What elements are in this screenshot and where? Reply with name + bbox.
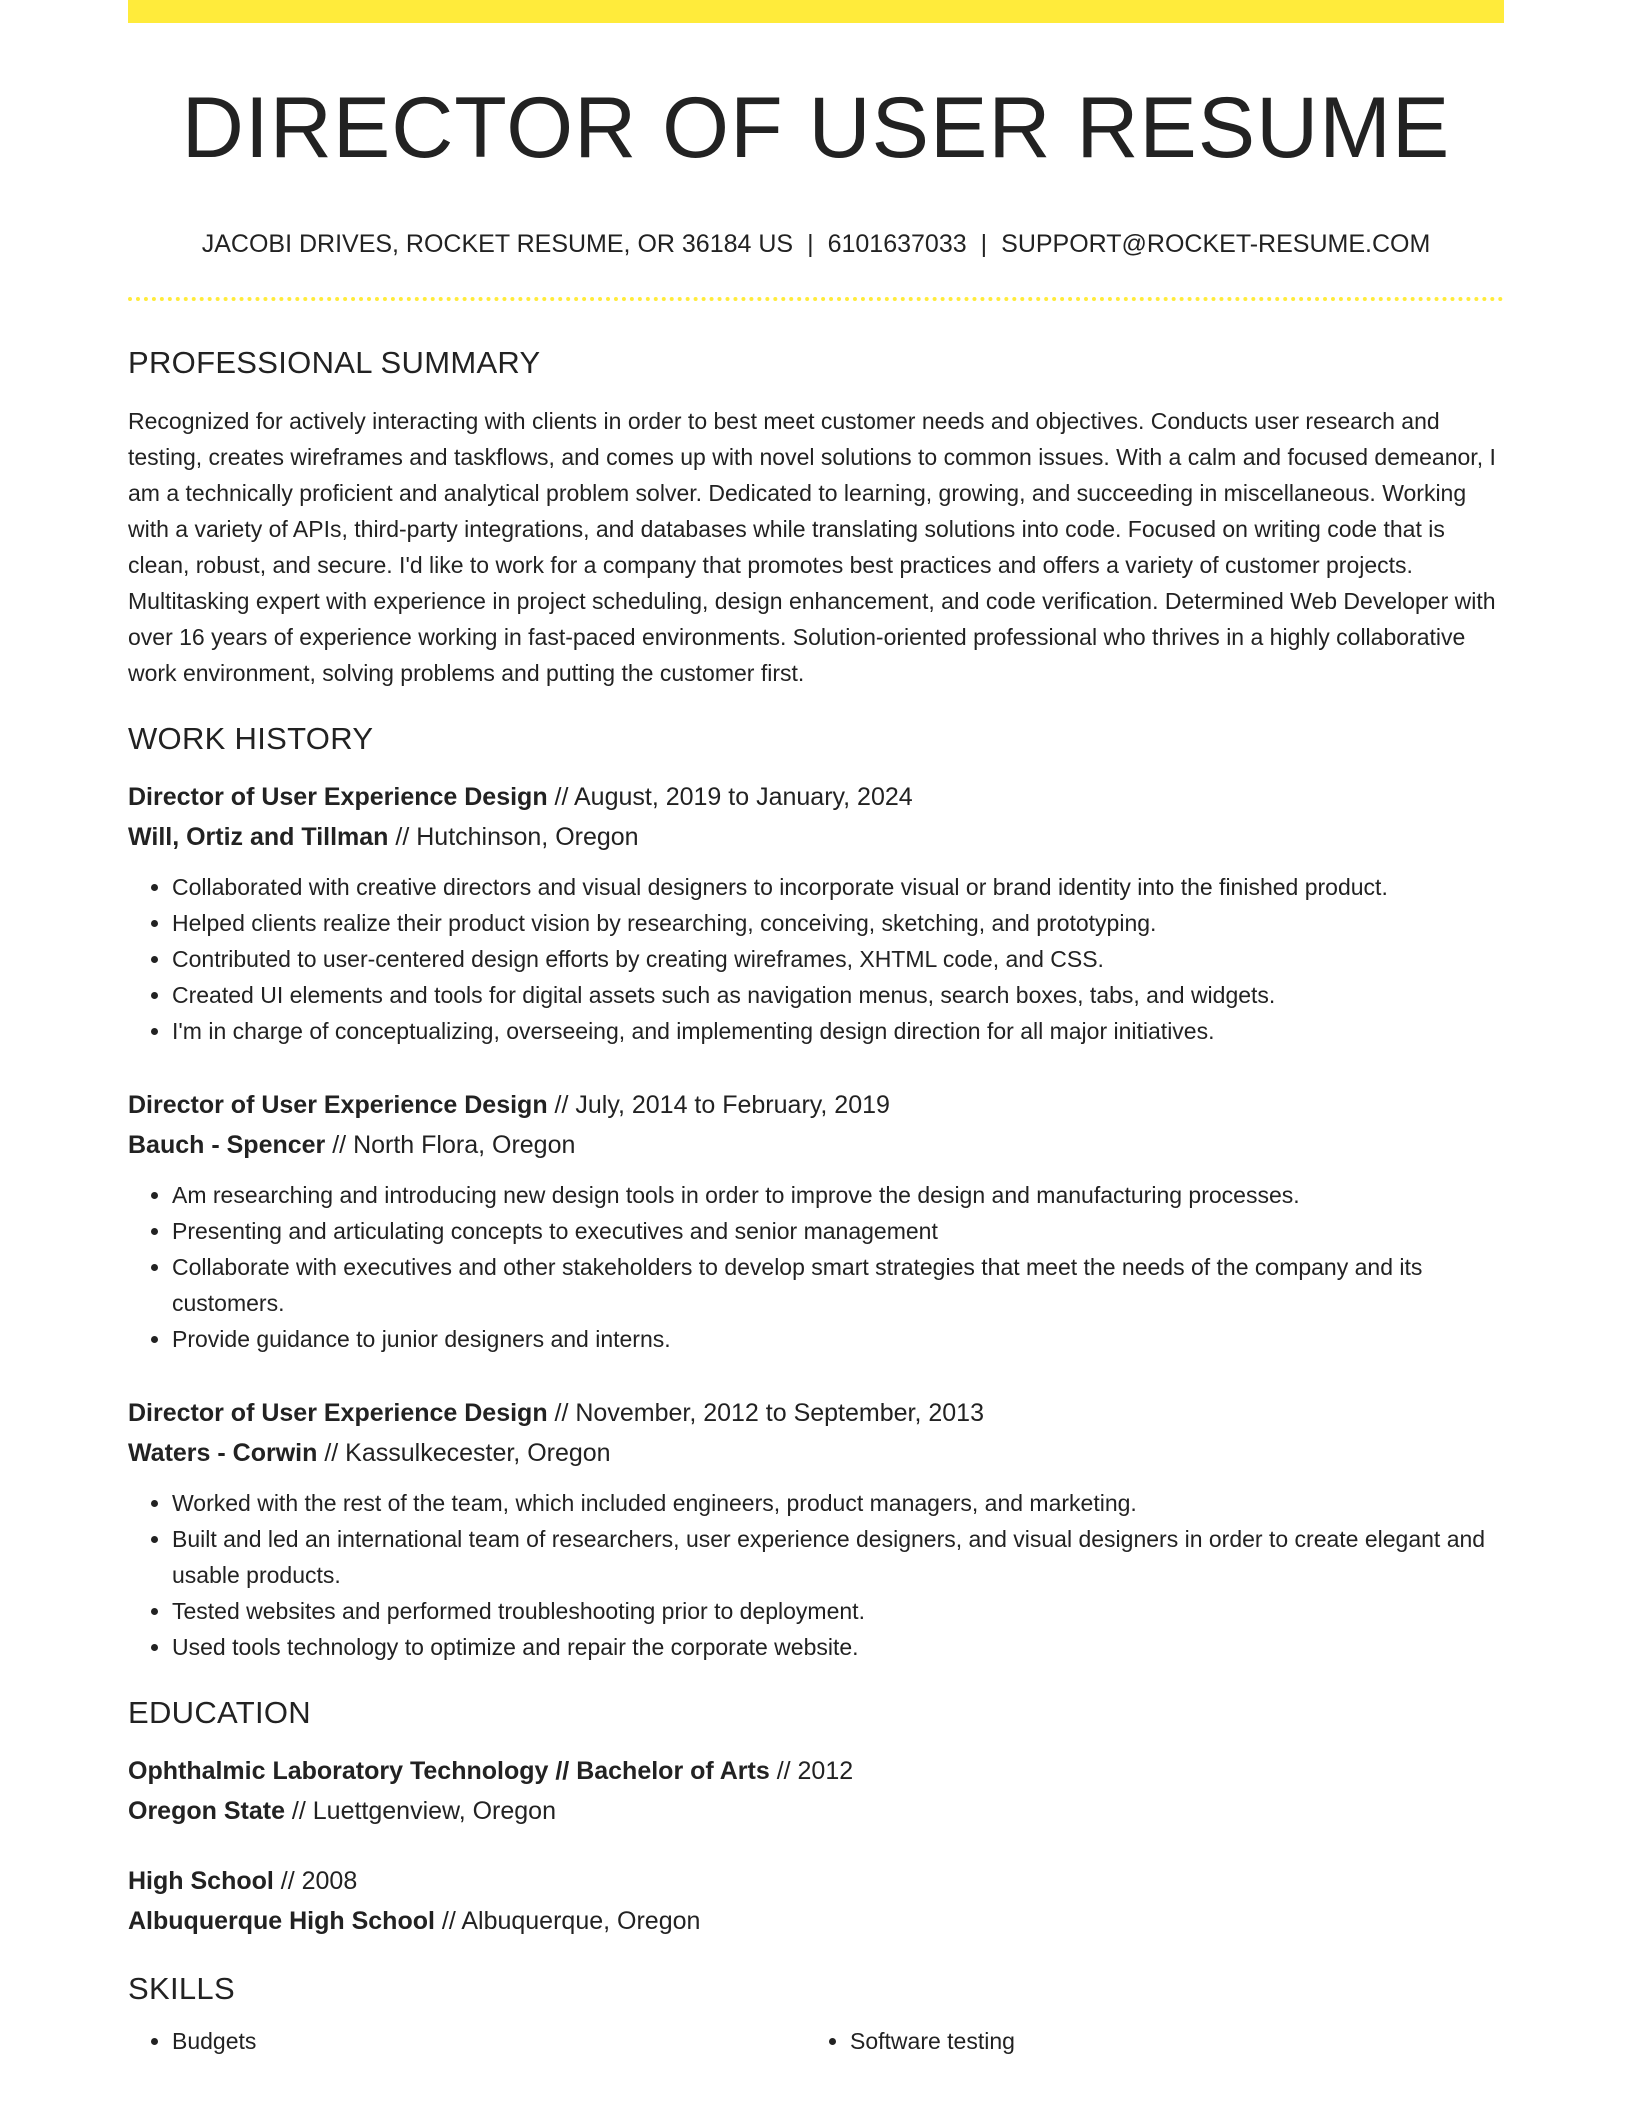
job-dates: // July, 2014 to February, 2019 — [547, 1091, 890, 1119]
summary-heading: PROFESSIONAL SUMMARY — [128, 345, 541, 380]
job-company: Will, Ortiz and Tillman — [128, 823, 389, 851]
job-bullets — [128, 1485, 1504, 1665]
education-year: // 2008 — [273, 1867, 358, 1895]
job-bullet: • Provide guidance to junior designers and interns. — [172, 1321, 1504, 1357]
job-entry — [128, 1393, 1504, 1665]
job-company: Waters - Corwin — [128, 1439, 318, 1467]
job-bullet: • I'm in charge of conceptualizing, overseeing, and implementing design direction for all major initiatives. — [172, 1013, 1504, 1049]
skill-item: • Budgets — [172, 2023, 806, 2059]
job-bullet: • Collaborate with executives and other stakeholders to develop smart strategies that meet the needs of the company and its customers. — [172, 1249, 1504, 1321]
job-entry — [128, 777, 1504, 1049]
education-school-line — [128, 1901, 1504, 1941]
dotted-divider — [128, 297, 1504, 301]
job-location: // North Flora, Oregon — [325, 1131, 576, 1159]
job-role: Director of User Experience Design — [128, 1399, 548, 1427]
skills-heading: SKILLS — [128, 1971, 235, 2006]
contact-separator: | — [807, 230, 814, 258]
education-degree-line — [128, 1861, 1504, 1901]
education-location: // Albuquerque, Oregon — [434, 1907, 701, 1935]
education-degree: High School — [128, 1867, 274, 1895]
work-history-heading: WORK HISTORY — [128, 721, 374, 756]
education-heading: EDUCATION — [128, 1695, 311, 1730]
job-location: // Hutchinson, Oregon — [388, 823, 639, 851]
job-bullets — [128, 1177, 1504, 1357]
job-role: Director of User Experience Design — [128, 783, 548, 811]
education-school: Albuquerque High School — [128, 1907, 435, 1935]
education-school: Oregon State — [128, 1797, 285, 1825]
job-role-line — [128, 1393, 1504, 1433]
contact-line — [128, 229, 1504, 259]
job-dates: // November, 2012 to September, 2013 — [547, 1399, 984, 1427]
skills-column-left — [128, 2023, 806, 2059]
contact-email: SUPPORT@ROCKET-RESUME.COM — [1001, 230, 1431, 258]
education-degree-line — [128, 1751, 1504, 1791]
job-role-line — [128, 1085, 1504, 1125]
job-bullet: • Collaborated with creative directors and visual designers to incorporate visual or brand identity into the finished product. — [172, 869, 1504, 905]
top-accent-bar — [128, 0, 1504, 23]
contact-address: JACOBI DRIVES, ROCKET RESUME, OR 36184 US — [201, 230, 794, 258]
job-bullet: • Created UI elements and tools for digital assets such as navigation menus, search boxes, tabs, and widgets. — [172, 977, 1504, 1013]
resume-title: DIRECTOR OF USER RESUME — [181, 80, 1451, 176]
skills-column-right — [806, 2023, 1484, 2059]
job-bullet: • Contributed to user-centered design efforts by creating wireframes, XHTML code, and CSS. — [172, 941, 1504, 977]
job-company-line — [128, 1125, 1504, 1165]
job-bullet: • Used tools technology to optimize and repair the corporate website. — [172, 1629, 1504, 1665]
job-company: Bauch - Spencer — [128, 1131, 326, 1159]
summary-text: Recognized for actively interacting with clients in order to best meet customer needs and objectives. Conducts user research and testing, creates wireframes and taskflows, and comes up with novel solutions to common issues. With a calm and focused demeanor, I am a technically proficient and analytical problem solver. Dedicated to learning, growing, and succeeding in miscellaneous. Working with a variety of APIs, third-party integrations, and databases while translating solutions into code. Focused on writing code that is clean, robust, and secure. I'd like to work for a company that promotes best practices and offers a variety of customer projects. Multitasking expert with experience in project scheduling, design enhancement, and code verification. Determined Web Developer with over 16 years of experience working in fast-paced environments. Solution-oriented professional who thrives in a highly collaborative work environment, solving problems and putting the customer first. — [128, 408, 1496, 686]
job-bullet: • Worked with the rest of the team, which included engineers, product managers, and marketing. — [172, 1485, 1504, 1521]
job-bullet: • Presenting and articulating concepts to executives and senior management — [172, 1213, 1504, 1249]
job-company-line — [128, 1433, 1504, 1473]
education-location: // Luettgenview, Oregon — [284, 1797, 556, 1825]
job-role: Director of User Experience Design — [128, 1091, 548, 1119]
job-location: // Kassulkecester, Oregon — [317, 1439, 611, 1467]
job-bullet: • Helped clients realize their product vision by researching, conceiving, sketching, and prototyping. — [172, 905, 1504, 941]
job-bullet: • Built and led an international team of researchers, user experience designers, and visual designers in order to create elegant and usable products. — [172, 1521, 1504, 1593]
job-dates: // August, 2019 to January, 2024 — [547, 783, 913, 811]
education-entry — [128, 1751, 1504, 1831]
job-bullet: • Tested websites and performed troubleshooting prior to deployment. — [172, 1593, 1504, 1629]
job-bullets — [128, 869, 1504, 1049]
skill-item: • Software testing — [850, 2023, 1484, 2059]
resume-page — [128, 0, 1504, 2059]
skills-list — [128, 2023, 1504, 2059]
education-entry — [128, 1861, 1504, 1941]
education-degree: Ophthalmic Laboratory Technology // Bachelor of Arts — [128, 1757, 770, 1785]
job-company-line — [128, 817, 1504, 857]
education-school-line — [128, 1791, 1504, 1831]
job-role-line — [128, 777, 1504, 817]
job-bullet: • Am researching and introducing new design tools in order to improve the design and manufacturing processes. — [172, 1177, 1504, 1213]
job-entry — [128, 1085, 1504, 1357]
education-year: // 2012 — [769, 1757, 854, 1785]
contact-separator: | — [980, 230, 988, 258]
contact-phone: 6101637033 — [827, 230, 967, 258]
